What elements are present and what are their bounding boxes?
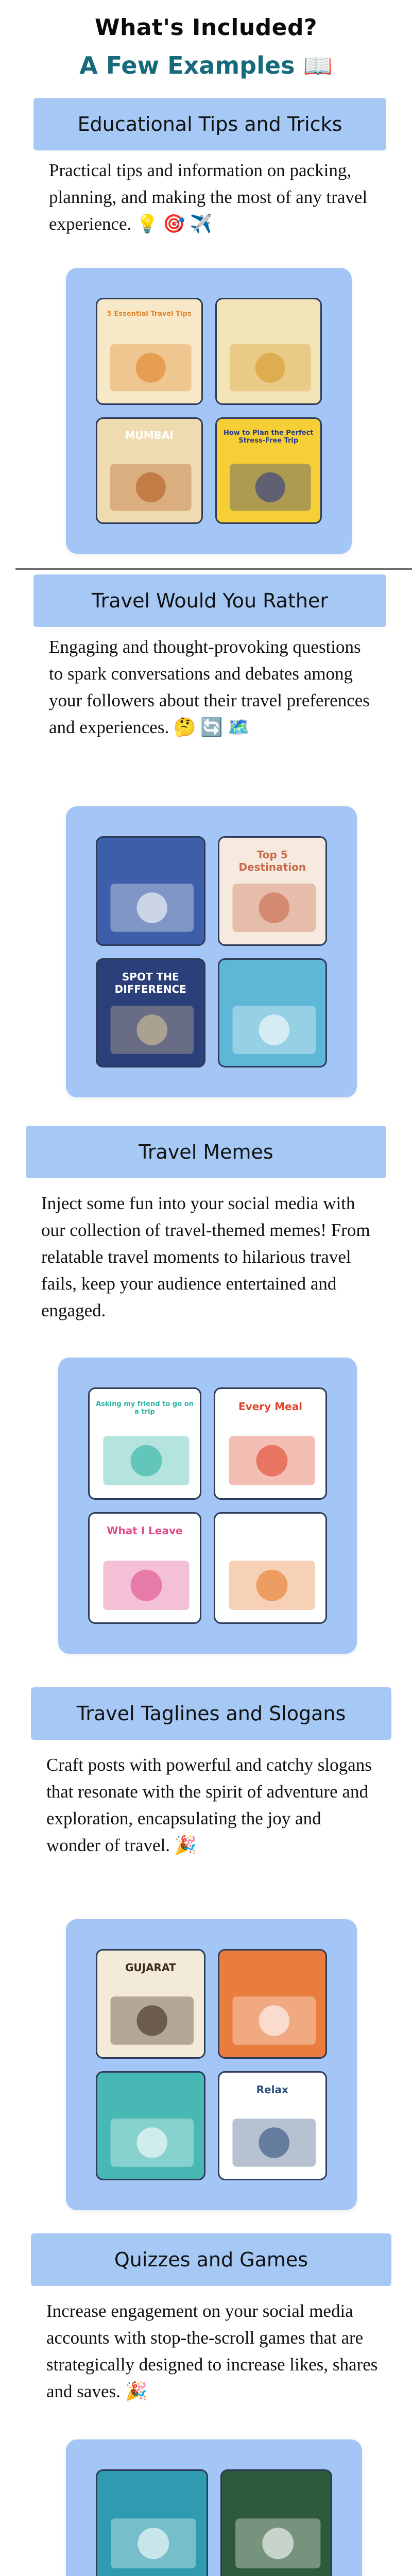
section-title: Travel Would You Rather <box>33 574 386 627</box>
thumbnail-caption: GUJARAT <box>125 1961 176 1974</box>
thumbnail-shape <box>136 353 166 383</box>
example-thumbnail[interactable] <box>96 298 203 405</box>
examples-panel <box>66 1919 357 2210</box>
thumbnail-caption: MUMBAI <box>125 429 174 442</box>
thumbnail-artwork <box>219 960 328 1068</box>
thumbnail-shape <box>262 2528 294 2559</box>
thumbnail-artwork <box>97 2471 208 2576</box>
thumbnail-shape <box>259 1014 289 1045</box>
thumbnail-caption: What I Leave <box>107 1524 183 1537</box>
thumbnail-shape <box>131 1569 162 1601</box>
thumbnail-caption: Relax <box>256 2083 288 2096</box>
example-thumbnail[interactable] <box>214 1512 327 1624</box>
example-thumbnail[interactable] <box>96 2469 208 2576</box>
thumbnail-caption: Asking my friend to go on a trip <box>96 1400 194 1416</box>
thumbnail-caption: 5 Essential Travel Tips <box>107 310 192 318</box>
example-thumbnail[interactable] <box>96 2071 205 2181</box>
thumbnail-caption: SPOT THE DIFFERENCE <box>114 970 186 995</box>
thumbnail-shape <box>259 2005 289 2036</box>
thumbnail-shape <box>138 2528 169 2559</box>
thumbnail-artwork <box>219 1951 328 2059</box>
page-title: What's Included? <box>94 14 318 41</box>
example-thumbnail[interactable] <box>218 836 328 946</box>
thumbnail-shape <box>137 892 168 923</box>
thumbnail-shape <box>256 1445 288 1477</box>
examples-panel <box>66 2439 362 2576</box>
thumbnail-caption: Every Meal <box>238 1400 302 1413</box>
example-thumbnail[interactable] <box>220 2469 333 2576</box>
section-title: Educational Tips and Tricks <box>33 98 386 150</box>
thumbnail-shape <box>256 1569 288 1601</box>
section-title: Travel Memes <box>26 1126 386 1178</box>
section-title: Travel Taglines and Slogans <box>31 1687 391 1740</box>
section-divider <box>15 568 412 570</box>
example-thumbnail[interactable] <box>218 958 328 1068</box>
examples-panel <box>58 1358 357 1654</box>
example-thumbnail[interactable] <box>96 958 205 1068</box>
example-thumbnail[interactable] <box>96 417 203 524</box>
thumbnail-caption: Top 5 Destination <box>238 849 306 874</box>
thumbnail-shape <box>137 2127 168 2158</box>
section-description: Craft posts with powerful and catchy slogans that resonate with the spirit of adventure and exploration, encapsulating the joy and wonder of travel. 🎉 <box>46 1755 372 1855</box>
thumbnail-shape <box>255 472 285 502</box>
example-thumbnail[interactable] <box>96 836 205 946</box>
thumbnail-shape <box>259 2127 289 2158</box>
example-thumbnail[interactable] <box>214 1387 327 1500</box>
thumbnail-shape <box>137 2005 168 2036</box>
thumbnail-shape <box>137 1014 168 1045</box>
examples-panel <box>66 268 352 554</box>
thumbnail-artwork <box>217 299 322 405</box>
section-title: Quizzes and Games <box>31 2233 391 2286</box>
section-description: Engaging and thought-provoking questions to spark conversations and debates among your followers about their travel preferences and experiences. 🤔 🔄 🗺️ <box>49 637 370 737</box>
thumbnail-shape <box>255 353 285 383</box>
thumbnail-artwork <box>215 1514 327 1624</box>
thumbnail-shape <box>136 472 166 502</box>
section-description: Inject some fun into your social media with our collection of travel-themed memes! From relatable travel moments to hilarious travel fails, keep your audience entertained and engaged. <box>41 1193 370 1320</box>
example-thumbnail[interactable] <box>218 1949 328 2059</box>
examples-panel <box>66 806 357 1097</box>
thumbnail-artwork <box>97 838 205 946</box>
section-description: Increase engagement on your social media accounts with stop-the-scroll games that are strategically designed to increase likes, shares and saves. 🎉 <box>46 2301 378 2401</box>
thumbnail-shape <box>259 892 289 923</box>
thumbnail-caption: How to Plan the Perfect Stress-Free Trip <box>223 429 314 445</box>
example-thumbnail[interactable] <box>218 2071 328 2181</box>
section-description: Practical tips and information on packing, planning, and making the most of any travel experience. 💡 🎯 ✈️ <box>49 160 368 234</box>
page-subtitle: A Few Examples 📖 <box>79 52 333 79</box>
example-thumbnail[interactable] <box>88 1512 201 1624</box>
example-thumbnail[interactable] <box>215 417 322 524</box>
example-thumbnail[interactable] <box>215 298 322 405</box>
thumbnail-artwork <box>97 2073 205 2181</box>
example-thumbnail[interactable] <box>88 1387 201 1500</box>
thumbnail-shape <box>131 1445 162 1477</box>
thumbnail-artwork <box>222 2471 333 2576</box>
example-thumbnail[interactable] <box>96 1949 205 2059</box>
